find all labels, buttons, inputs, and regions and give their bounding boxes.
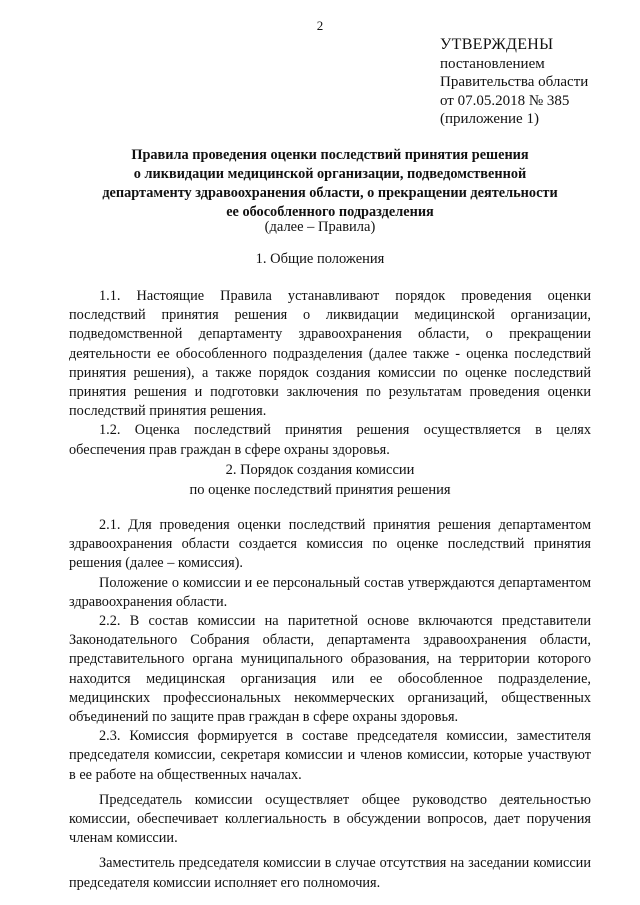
section-heading-line: 1. Общие положения [255,251,385,267]
section-2-heading [0,461,640,500]
section-1-heading [0,250,640,270]
approval-line: (приложение 1) [440,111,539,127]
document-title-line: ее обособленного подразделения [226,204,434,220]
document-title-line: департаменту здравоохранения области, о прекращении деятельности [102,185,558,201]
paragraph: 1.1. Настоящие Правила устанавливают порядок проведения оценки последствий принятия решения о ликвидации медицинской организации, подведомственной департаменту здравоохранения области, о прекращении деятельности ее обособленного подразделения (далее также - оценка последствий принятия решения), а также порядок создания комиссии по оценке последствий принятия решения и подготовки заключения по результатам проведения оценки последствий принятия решения. [69,288,591,420]
approval-line: Правительства области [440,74,589,90]
section-2-body [69,516,591,893]
page-number: 2 [316,18,324,33]
paragraph: 2.2. В состав комиссии на паритетной основе включаются представители Законодательного Собрания области, департамента здравоохранения области, представительного органа муниципального образования, на территории которого находится медицинская организация или ее обособленное подразделение, медицинских профессиональных некоммерческих организаций, общественных объединений по защите прав граждан в сфере охраны здоровья. [69,613,591,726]
paragraph: Заместитель председателя комиссии в случае отсутствия на заседании комиссии председателя комиссии исполняет его полномочия. [69,855,591,891]
document-subtitle: (далее – Правила) [264,219,376,235]
approval-line: от 07.05.2018 № 385 [440,92,570,109]
document-title-line: Правила проведения оценки последствий принятия решения [131,147,529,163]
section-heading-line: по оценке последствий принятия решения [189,481,451,498]
document-title [70,146,590,222]
section-heading-line: 2. Порядок создания комиссии [225,462,415,478]
approval-line: постановлением [440,55,545,72]
paragraph: 2.1. Для проведения оценки последствий принятия решения департаментом здравоохранения области создается комиссия по оценке последствий принятия решения (далее – комиссия). [69,517,591,572]
section-1-body [69,287,591,460]
paragraph: 1.2. Оценка последствий принятия решения осуществляется в целях обеспечения прав граждан в сфере охраны здоровья. [69,422,591,458]
approval-title: УТВЕРЖДЕНЫ [440,36,554,53]
paragraph: 2.3. Комиссия формируется в составе председателя комиссии, заместителя председателя комиссии, секретаря комиссии и членов комиссии, которые участвуют в ее работе на общественных началах. [69,728,591,783]
approval-block [440,36,588,129]
paragraph: Положение о комиссии и ее персональный состав утверждаются департаментом здравоохранения области. [69,574,591,610]
paragraph: Председатель комиссии осуществляет общее руководство деятельностью комиссии, обеспечивает коллегиальность в обсуждении вопросов, дает поручения членам комиссии. [69,791,591,847]
document-title-line: о ликвидации медицинской организации, подведомственной [133,166,527,182]
